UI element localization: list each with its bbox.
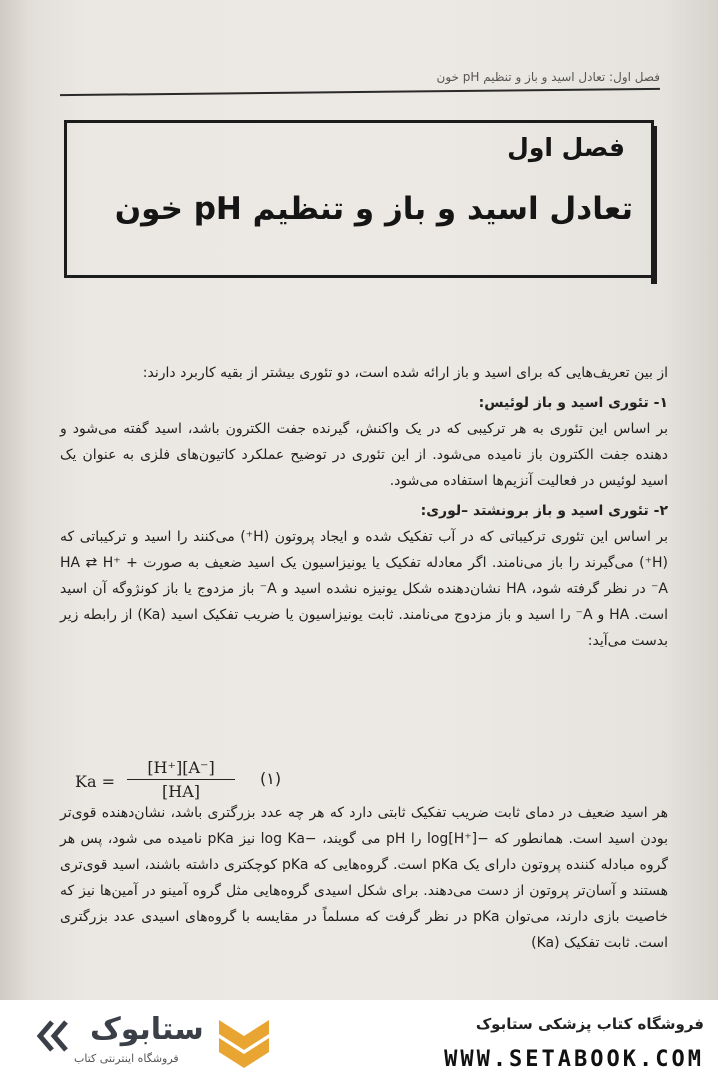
body-text (60, 360, 668, 654)
formula-denominator: [HA] (162, 782, 200, 801)
chapter-title: تعادل اسید و باز و تنظیم pH خون (114, 191, 633, 227)
chapter-label: فصل اول (507, 133, 625, 162)
logo-subtitle: فروشگاه اینترنتی کتاب (74, 1052, 179, 1065)
body-text-lower (60, 800, 668, 956)
store-footer (0, 1000, 718, 1080)
setabook-logo[interactable] (28, 1012, 288, 1072)
section2-text: بر اساس این تئوری ترکیباتی که در آب تفکیک شده و ایجاد پروتون (H⁺) می‌کنند را اسید و ترکیباتی که (H⁺) می‌گیرند را باز می‌نامند. اگر معادله تفکیک یا یونیزاسیون یک اسید ضعیف به صورت HA ⇄ H⁺ + A⁻ در نظر گرفته شود، HA نشان‌دهنده شکل یونیزه نشده اسید و A⁻ باز مزدوج یا باز کونژوگه آن اسید است. HA و A⁻ را اسید و باز مزدوج می‌نامند. ثابت یونیزاسیون یا ضریب تفکیک اسید (Ka) از رابطه زیر بدست می‌آید: (60, 529, 669, 649)
chapter-title-box (64, 120, 654, 278)
formula-number: (۱) (260, 769, 282, 788)
running-head: فصل اول: تعادل اسید و باز و تنظیم pH خون (436, 70, 660, 84)
arrows-logo-icon (36, 1018, 72, 1058)
store-url[interactable]: WWW.SETABOOK.COM (444, 1047, 704, 1072)
logo-text: ستابوک (90, 1012, 204, 1047)
section2-heading: ۲- تئوری اسید و باز برونشتد –لوری: (420, 503, 668, 519)
header-rule (60, 88, 660, 96)
store-name: فروشگاه کتاب پزشکی ستابوک (475, 1015, 704, 1033)
formula-fraction (127, 758, 235, 801)
section1-heading: ۱- تئوری اسید و باز لوئیس: (478, 395, 668, 411)
formula-lhs: Ka = (75, 772, 115, 791)
chevron-logo-icon (214, 1014, 274, 1070)
paragraph3: هر اسید ضعیف در دمای ثابت ضریب تفکیک ثابتی دارد که هر چه عدد بزرگتری باشد، نشان‌دهنده قوی‌تر بودن اسید است. همانطور که −log[H⁺] را pH می گویند، −log Ka نیز pKa نامیده می شود، پس هر گروه مبادله کننده پروتون دارای یک pKa است. گروه‌هایی که pKa کوچکتری داشته باشند، اسید قوی‌تری هستند و آسان‌تر پروتون از دست می‌دهند. برای شکل اسیدی گروه‌هایی مثل گروه آمینو در آمین‌ها نیز که خاصیت بازی دارند، می‌توان pKa در نظر گرفت که مسلماً در مقایسه با گروه‌های اسیدی عدد بزرگتری است. ثابت تفکیک (Ka) (60, 805, 668, 951)
formula-numerator: [H⁺][A⁻] (127, 758, 235, 780)
intro-paragraph: از بین تعریف‌هایی که برای اسید و باز ارائه شده است، دو تئوری بیشتر از بقیه کاربرد دارند: (142, 365, 668, 381)
section1-text: بر اساس این تئوری به هر ترکیبی که در یک واکنش، گیرنده جفت الکترون باشد، اسید گفته می‌شود و دهنده جفت الکترون باز نامیده می‌شود. از این تئوری در توضیح عملکرد کاتیون‌های فلزی به عنوان یک اسید لوئیس در فعالیت آنزیم‌ها استفاده می‌شود. (60, 421, 668, 489)
